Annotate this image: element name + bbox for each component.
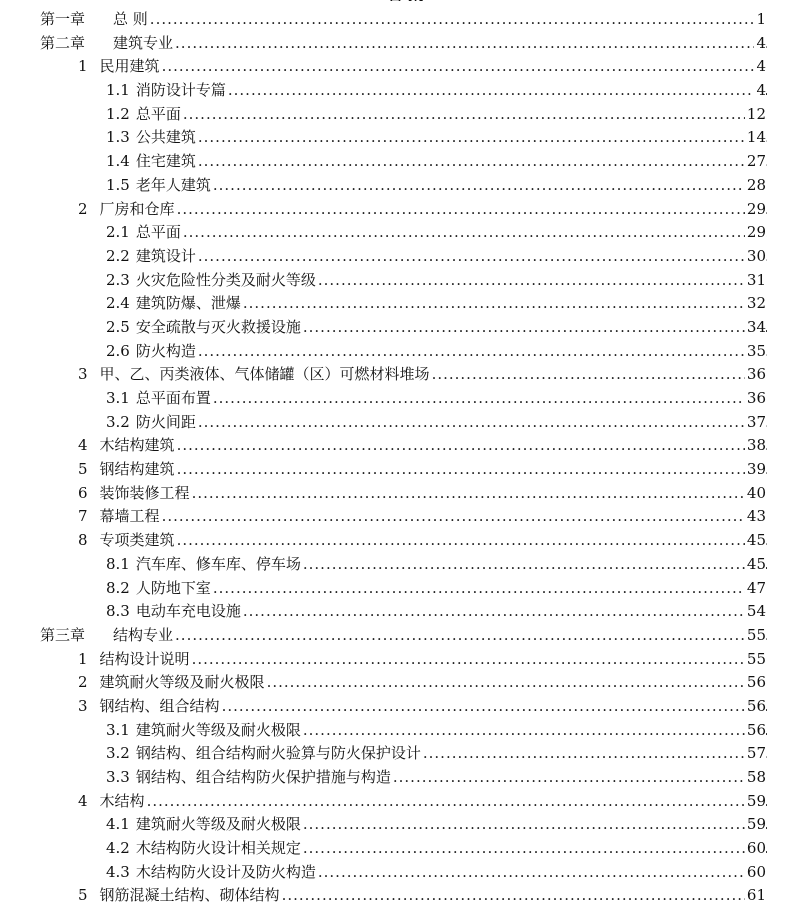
toc-entry-page-number: 29	[745, 221, 766, 245]
toc-entry[interactable]	[0, 292, 811, 316]
toc-entry-page-number: 60	[745, 837, 766, 861]
toc-entry-number: 6	[78, 483, 88, 502]
toc-entry-page-number: 56	[745, 671, 766, 695]
dot-leader	[213, 577, 767, 601]
toc-entry-title: 住宅建筑	[135, 152, 196, 171]
toc-entry-page-number: 55	[745, 624, 766, 648]
toc-entry-label	[0, 32, 175, 56]
toc-entry-number: 1.2	[106, 104, 130, 123]
toc-entry-label	[0, 79, 228, 103]
toc-entry-page-number: 32	[745, 292, 766, 316]
toc-entry[interactable]	[0, 458, 811, 482]
dot-leader	[198, 411, 767, 435]
toc-entry-title: 木结构	[99, 791, 145, 810]
toc-entry-title: 钢结构建筑	[99, 460, 175, 479]
toc-entry-page-number: 30	[745, 245, 766, 269]
toc-entry-page-number: 29	[745, 198, 766, 222]
toc-entry-number: 4.2	[106, 839, 130, 858]
toc-entry-title: 安全疏散与灭火救援设施	[135, 317, 301, 336]
dot-leader	[303, 837, 767, 861]
toc-entry-page-number: 61	[745, 884, 766, 908]
toc-entry-label	[0, 55, 162, 79]
toc-entry-number: 2	[78, 673, 88, 692]
toc-entry-title: 厂房和仓库	[99, 199, 175, 218]
toc-entry[interactable]	[0, 316, 811, 340]
dot-leader	[393, 766, 767, 790]
toc-entry-number: 3	[78, 365, 88, 384]
toc-entry[interactable]	[0, 742, 811, 766]
toc-entry[interactable]	[0, 719, 811, 743]
toc-entry-page-number: 59	[745, 813, 766, 837]
toc-entry-label	[0, 719, 303, 743]
toc-entry-number: 第三章	[40, 625, 86, 644]
toc-entry-label	[0, 221, 183, 245]
toc-entry-label	[0, 434, 177, 458]
toc-entry[interactable]	[0, 837, 811, 861]
dot-leader	[198, 340, 767, 364]
toc-entry-page-number: 4	[754, 32, 766, 56]
toc-entry[interactable]	[0, 884, 811, 908]
toc-entry-title: 建筑耐火等级及耐火极限	[135, 815, 301, 834]
toc-entry-page-number: 38	[745, 434, 766, 458]
dot-leader	[177, 529, 767, 553]
toc-entry-title: 建筑耐火等级及耐火极限	[135, 720, 301, 739]
dot-leader	[432, 363, 767, 387]
dot-leader	[318, 269, 767, 293]
toc-entry-title: 汽车库、修车库、停车场	[135, 554, 301, 573]
toc-entry-number: 8.3	[106, 602, 130, 621]
toc-entry-title: 消防设计专篇	[135, 81, 226, 100]
toc-entry-number: 3.1	[106, 389, 130, 407]
toc-entry-page-number: 45	[745, 529, 766, 553]
toc-entry-number: 7	[78, 507, 88, 526]
toc-entry[interactable]	[0, 103, 811, 127]
toc-entry-label	[0, 174, 213, 198]
toc-entry-page-number: 55	[745, 648, 766, 672]
toc-entry[interactable]	[0, 813, 811, 837]
toc-entry-title: 专项类建筑	[99, 531, 175, 550]
toc-entry-page-number: 28	[745, 174, 766, 198]
toc-entry-label	[0, 813, 303, 837]
toc-entry-number: 8.2	[106, 578, 130, 597]
toc-entry-label	[0, 600, 243, 624]
toc-entry-page-number: 43	[745, 505, 766, 529]
toc-entry-title: 总平面	[135, 104, 181, 123]
dot-leader	[183, 103, 767, 127]
dot-leader	[282, 884, 767, 908]
toc-entry-page-number: 40	[745, 482, 766, 506]
toc-entry-number: 8	[78, 531, 88, 550]
dot-leader	[267, 671, 767, 695]
dot-leader	[222, 695, 767, 719]
toc-entry[interactable]	[0, 434, 811, 458]
toc-entry-page-number: 56	[745, 695, 766, 719]
toc-entry-label	[0, 577, 213, 601]
toc-heading-fragment	[0, 0, 811, 1]
toc-entry-title: 总平面布置	[135, 389, 211, 407]
toc-entry-title: 建筑专业	[113, 33, 174, 52]
toc-entry[interactable]	[0, 648, 811, 672]
toc-entry[interactable]	[0, 55, 811, 79]
toc-entry-page-number: 35	[745, 340, 766, 364]
toc-entry-title: 防火构造	[135, 341, 196, 360]
toc-entry[interactable]	[0, 340, 811, 364]
toc-entry-label	[0, 671, 267, 695]
toc-entry-page-number: 4	[754, 79, 766, 103]
toc-entry-number: 1.1	[106, 81, 130, 100]
toc-entry-label	[0, 103, 183, 127]
toc-entry-title: 钢结构、组合结构耐火验算与防火保护设计	[135, 744, 421, 763]
toc-entry-title: 总 则	[113, 10, 148, 28]
toc-entry[interactable]	[0, 411, 811, 435]
toc-entry-label	[0, 553, 303, 577]
dot-leader	[177, 198, 767, 222]
toc-entry-label	[0, 269, 318, 293]
toc-entry-label	[0, 482, 192, 506]
toc-entry-label	[0, 766, 393, 790]
toc-entry-title: 公共建筑	[135, 128, 196, 147]
toc-entry-page-number: 57	[745, 742, 766, 766]
dot-leader	[198, 245, 767, 269]
toc-entry[interactable]	[0, 269, 811, 293]
toc-entry[interactable]	[0, 245, 811, 269]
toc-entry-page-number: 34	[745, 316, 766, 340]
toc-entry-number: 3	[78, 696, 88, 715]
toc-entry-label	[0, 292, 243, 316]
toc-entry-title: 民用建筑	[99, 57, 160, 76]
toc-entry[interactable]	[0, 174, 811, 198]
toc-entry-number: 5	[78, 460, 88, 479]
toc-entry-number: 1.4	[106, 152, 130, 171]
toc-entry-page-number: 36	[745, 387, 766, 411]
toc-entry-number: 4.1	[106, 815, 130, 834]
toc-entry-page-number: 27	[745, 150, 766, 174]
toc-entry-title: 老年人建筑	[135, 175, 211, 194]
toc-entry-label	[0, 861, 318, 885]
toc-entry-page-number: 45	[745, 553, 766, 577]
toc-entry-label	[0, 742, 423, 766]
toc-entry-label	[0, 837, 303, 861]
toc-entry[interactable]	[0, 363, 811, 387]
toc-entry-number: 2	[78, 199, 88, 218]
toc-entry-label	[0, 150, 198, 174]
dot-leader	[303, 553, 767, 577]
toc-entry-title: 木结构防火设计相关规定	[135, 839, 301, 858]
dot-leader	[243, 292, 767, 316]
toc-entry[interactable]	[0, 387, 811, 411]
toc-entry[interactable]	[0, 861, 811, 885]
toc-entry-page-number: 4	[754, 55, 766, 79]
toc-entry-number: 3.3	[106, 768, 130, 786]
dot-leader	[183, 221, 767, 245]
toc-entry-page-number: 58	[745, 766, 766, 790]
dot-leader	[175, 624, 767, 648]
dot-leader	[150, 8, 767, 32]
toc-entry-title: 钢结构、组合结构防火保护措施与构造	[135, 768, 391, 786]
dot-leader	[213, 387, 767, 411]
toc-entry-title: 建筑设计	[135, 246, 196, 265]
toc-entry[interactable]	[0, 790, 811, 814]
toc-entry-number: 2.2	[106, 246, 130, 265]
dot-leader	[198, 150, 767, 174]
toc-entry[interactable]	[0, 766, 811, 790]
toc-entry-label	[0, 340, 198, 364]
toc-entry[interactable]	[0, 577, 811, 601]
toc-entry-label	[0, 198, 177, 222]
toc-entry-page-number: 39	[745, 458, 766, 482]
dot-leader	[243, 600, 767, 624]
toc-entry-page-number: 12	[745, 103, 766, 127]
toc-entry[interactable]	[0, 150, 811, 174]
toc-entry-number: 2.3	[106, 270, 130, 289]
toc-entry-title: 电动车充电设施	[135, 602, 241, 621]
toc-entry-number: 4	[78, 791, 88, 810]
toc-entry[interactable]	[0, 600, 811, 624]
toc-entry-page-number: 54	[745, 600, 766, 624]
toc-entry-label	[0, 126, 198, 150]
toc-entry-label	[0, 458, 177, 482]
dot-leader	[303, 813, 767, 837]
dot-leader	[147, 790, 767, 814]
toc-entry-page-number: 56	[745, 719, 766, 743]
dot-leader	[423, 742, 767, 766]
toc-entry-number: 第二章	[40, 33, 86, 52]
toc-entry-number: 1.3	[106, 128, 130, 147]
dot-leader	[303, 316, 767, 340]
toc-entry[interactable]	[0, 505, 811, 529]
toc-entry-label	[0, 790, 147, 814]
table-of-contents	[0, 8, 811, 908]
dot-leader	[177, 458, 767, 482]
toc-entry-number: 3.2	[106, 412, 130, 431]
dot-leader	[177, 434, 767, 458]
toc-entry-page-number: 1	[754, 8, 766, 32]
toc-entry-label	[0, 245, 198, 269]
toc-entry-number: 2.4	[106, 294, 130, 313]
toc-entry-title: 人防地下室	[135, 578, 211, 597]
toc-entry-page-number: 60	[745, 861, 766, 885]
dot-leader	[198, 126, 767, 150]
toc-entry-page-number: 47	[745, 577, 766, 601]
toc-entry-title: 建筑耐火等级及耐火极限	[99, 673, 265, 692]
toc-entry-page-number: 36	[745, 363, 766, 387]
toc-entry-label	[0, 884, 282, 908]
dot-leader	[175, 32, 767, 56]
toc-entry[interactable]	[0, 32, 811, 56]
toc-entry[interactable]	[0, 695, 811, 719]
toc-entry[interactable]	[0, 8, 811, 32]
toc-entry-title: 钢筋混凝土结构、砌体结构	[99, 886, 280, 905]
toc-entry-label	[0, 505, 162, 529]
toc-entry-label	[0, 624, 175, 648]
toc-entry-title: 木结构防火设计及防火构造	[135, 862, 316, 881]
toc-entry-label	[0, 363, 432, 387]
dot-leader	[162, 505, 767, 529]
toc-entry-number: 2.1	[106, 223, 130, 242]
toc-entry-number: 1	[78, 649, 88, 668]
toc-entry-number: 1	[78, 57, 88, 76]
toc-entry[interactable]	[0, 221, 811, 245]
toc-entry-number: 3.1	[106, 720, 130, 739]
toc-entry-title: 结构设计说明	[99, 649, 190, 668]
toc-entry-number: 2.6	[106, 341, 130, 360]
toc-entry-title: 甲、乙、丙类液体、气体储罐（区）可燃材料堆场	[99, 365, 430, 384]
toc-entry[interactable]	[0, 529, 811, 553]
toc-entry-title: 钢结构、组合结构	[99, 696, 220, 715]
toc-entry-title: 结构专业	[113, 625, 174, 644]
toc-entry-label	[0, 695, 222, 719]
dot-leader	[192, 648, 767, 672]
toc-entry-label	[0, 411, 198, 435]
toc-entry-label	[0, 8, 150, 32]
toc-entry[interactable]	[0, 624, 811, 648]
toc-entry-label	[0, 387, 213, 411]
toc-entry-title: 幕墙工程	[99, 507, 160, 526]
toc-entry-title: 总平面	[135, 223, 181, 242]
toc-entry-title: 建筑防爆、泄爆	[135, 294, 241, 313]
toc-entry-number: 3.2	[106, 744, 130, 763]
dot-leader	[303, 719, 767, 743]
toc-entry-number: 4.3	[106, 862, 130, 881]
toc-entry-title: 装饰装修工程	[99, 483, 190, 502]
toc-entry-title: 火灾危险性分类及耐火等级	[135, 270, 316, 289]
dot-leader	[162, 55, 767, 79]
toc-entry-number: 第一章	[40, 10, 86, 28]
toc-entry-number: 2.5	[106, 317, 130, 336]
toc-entry-label	[0, 316, 303, 340]
toc-entry[interactable]	[0, 198, 811, 222]
toc-entry-number: 1.5	[106, 175, 130, 194]
toc-entry-number: 5	[78, 886, 88, 905]
toc-entry-number: 4	[78, 436, 88, 455]
toc-entry-label	[0, 648, 192, 672]
toc-entry[interactable]	[0, 671, 811, 695]
dot-leader	[318, 861, 767, 885]
dot-leader	[192, 482, 767, 506]
toc-entry-number: 8.1	[106, 554, 130, 573]
toc-entry-label	[0, 529, 177, 553]
toc-entry[interactable]	[0, 553, 811, 577]
toc-entry[interactable]	[0, 126, 811, 150]
dot-leader	[213, 174, 767, 198]
toc-entry-page-number: 59	[745, 790, 766, 814]
toc-entry-title: 木结构建筑	[99, 436, 175, 455]
toc-entry-title: 防火间距	[135, 412, 196, 431]
toc-entry[interactable]	[0, 482, 811, 506]
dot-leader	[228, 79, 767, 103]
toc-entry-page-number: 14	[745, 126, 766, 150]
toc-entry-page-number: 37	[745, 411, 766, 435]
toc-entry[interactable]	[0, 79, 811, 103]
toc-entry-page-number: 31	[745, 269, 766, 293]
